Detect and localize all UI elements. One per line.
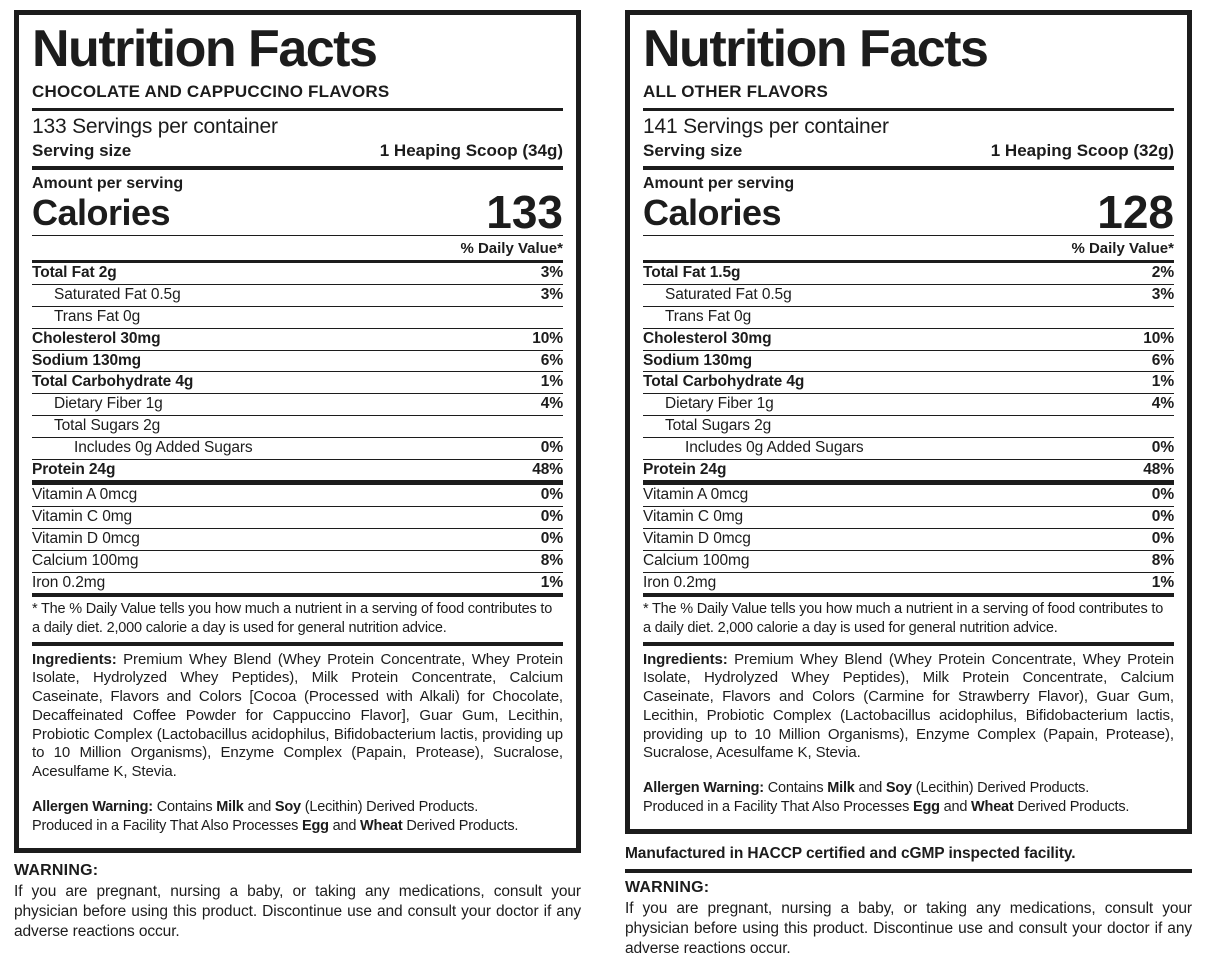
nutrition-facts-panel-left (14, 10, 581, 853)
emphasized-text: Milk (216, 798, 244, 815)
nutrient-percent: 6% (1151, 351, 1174, 369)
body-text: Premium Whey Blend (Whey Protein Concentrate, Whey Protein Isolate, Hydrolyzed Whey Peptides), Milk Protein Concentrate, Calcium Caseinate, Flavors and Colors [Cocoa (Processed with Alkali) for Chocolate, Decaffeinated Coffee Powder for Cappuccino Flavor], Guar Gum, Lecithin, Probiotic Complex (Lactobacillus acidophilus, Bifidobacterium lactis, providing up to 10 Million Organisms), Enzyme Complex (Papain, Protease), Sucralose, Acesulfame K, Stevia. (32, 650, 563, 781)
nutrient-row (643, 351, 1174, 373)
nutrient-name: Dietary Fiber 1g (665, 395, 774, 413)
nutrient-name: Saturated Fat 0.5g (54, 286, 181, 304)
nutrient-percent: 0% (1151, 530, 1174, 547)
nutrient-name: Includes 0g Added Sugars (685, 438, 864, 456)
nutrient-percent: 3% (540, 286, 563, 304)
nutrient-percent: 48% (1143, 460, 1174, 478)
body-text: Premium Whey Blend (Whey Protein Concentrate, Whey Protein Isolate, Hydrolyzed Whey Peptides), Milk Protein Concentrate, Calcium Caseinate, Flavors and Colors (Carmine for Strawberry Flavor), Guar Gum, Lecithin, Probiotic Complex (Lactobacillus acidophilus, Bifidobacterium lactis, providing up to 10 Million Organisms), Enzyme Complex (Papain, Protease), Sucralose, Acesulfame K, Stevia. (643, 650, 1174, 762)
below-panel-right (625, 843, 1192, 959)
calories-label: Calories (643, 192, 782, 234)
body-text: and (939, 799, 972, 816)
emphasized-text: Wheat (971, 799, 1014, 816)
nutrient-row (643, 573, 1174, 594)
nutrient-row (32, 529, 563, 551)
allergen-warning (32, 798, 563, 836)
nutrient-percent: 6% (540, 351, 563, 369)
nutrient-name: Includes 0g Added Sugars (74, 438, 253, 456)
nutrient-row (643, 394, 1174, 416)
nutrient-percent: 0% (540, 508, 563, 526)
nutrient-table (32, 263, 563, 480)
nutrient-row (643, 329, 1174, 351)
nutrient-name: Cholesterol 30mg (643, 329, 772, 347)
nutrient-row (32, 394, 563, 416)
nutrient-name: Cholesterol 30mg (32, 329, 161, 347)
nutrient-name: Vitamin A 0mcg (643, 486, 749, 504)
nutrient-name: Vitamin D 0mcg (643, 530, 751, 547)
nutrient-percent: 8% (1151, 551, 1174, 569)
nutrient-row (32, 285, 563, 307)
nutrient-row (32, 307, 563, 329)
serving-size-value: 1 Heaping Scoop (34g) (379, 141, 563, 161)
amount-per-serving: Amount per serving (32, 175, 184, 193)
nutrient-percent: 48% (532, 460, 563, 478)
nutrient-name: Protein 24g (643, 460, 727, 478)
nutrient-percent: 4% (1151, 395, 1174, 413)
flavor-heading: ALL OTHER FLAVORS (643, 82, 1174, 111)
daily-value-footnote: * The % Daily Value tells you how much a nutrient in a serving of food contributes to a daily diet. 2,000 calorie a day is used for general nutrition advice. (643, 597, 1174, 645)
nutrient-name: Total Sugars 2g (54, 416, 161, 434)
nutrient-percent: 1% (540, 573, 563, 591)
nutrient-name: Total Fat 1.5g (643, 264, 741, 282)
emphasized-text: Allergen Warning: (643, 780, 764, 797)
nutrient-name: Sodium 130mg (643, 351, 753, 369)
nutrient-row (643, 507, 1174, 529)
calories-value: 133 (486, 186, 563, 239)
nutrient-row (32, 507, 563, 529)
nutrient-percent: 0% (540, 530, 563, 547)
nutrient-row (32, 460, 563, 481)
daily-value-footnote: * The % Daily Value tells you how much a nutrient in a serving of food contributes to a daily diet. 2,000 calorie a day is used for general nutrition advice. (32, 597, 563, 645)
nutrient-row (643, 438, 1174, 460)
nutrient-percent: 4% (540, 395, 563, 413)
body-text: (Lecithin) Derived Products. (911, 780, 1090, 797)
nutrient-name: Vitamin A 0mcg (32, 486, 138, 504)
nutrient-percent: 8% (540, 551, 563, 569)
nutrition-facts-title: Nutrition Facts (32, 20, 377, 78)
calories-value: 128 (1097, 186, 1174, 239)
nutrient-row (643, 529, 1174, 551)
nutrient-row (32, 551, 563, 573)
flavor-heading: CHOCOLATE AND CAPPUCCINO FLAVORS (32, 82, 563, 111)
nutrient-row (32, 351, 563, 373)
calories-row (32, 186, 563, 239)
nutrient-row (32, 329, 563, 351)
body-text: Produced in a Facility That Also Processes (643, 799, 913, 816)
daily-value-header: % Daily Value* (643, 236, 1174, 263)
nutrient-name: Vitamin D 0mcg (32, 530, 140, 547)
nutrient-row (643, 416, 1174, 438)
serving-size-label: Serving size (643, 141, 743, 161)
ingredients-text (643, 651, 1174, 764)
nutrient-percent: 0% (540, 438, 563, 456)
body-text: Derived Products. (1013, 799, 1130, 816)
nutrient-percent: 2% (1151, 264, 1174, 282)
nutrient-name: Total Carbohydrate 4g (643, 373, 805, 391)
body-text: and (854, 780, 886, 797)
nutrient-row (643, 485, 1174, 507)
nutrient-name: Calcium 100mg (643, 551, 750, 569)
servings-per-container: 133 Servings per container (32, 115, 278, 139)
nutrient-name: Total Carbohydrate 4g (32, 373, 194, 391)
nutrient-percent: 0% (1151, 486, 1174, 504)
nutrient-name: Sodium 130mg (32, 351, 142, 369)
serving-size-value: 1 Heaping Scoop (32g) (990, 141, 1174, 161)
nutrient-name: Vitamin C 0mg (643, 508, 744, 526)
serving-size-label: Serving size (32, 141, 132, 161)
emphasized-text: Soy (274, 798, 301, 815)
body-text: and (328, 817, 361, 834)
warning-heading: WARNING: (625, 878, 710, 896)
allergen-warning (643, 779, 1174, 817)
warning-text: If you are pregnant, nursing a baby, or taking any medications, consult your physician before using this product. Discontinue use and consult your doctor if any adverse reactions occur. (14, 882, 581, 940)
nutrient-percent: 10% (1143, 329, 1174, 347)
servings-per-container: 141 Servings per container (643, 115, 889, 139)
emphasized-text: Soy (885, 780, 912, 797)
manufactured-statement: Manufactured in HACCP certified and cGMP inspected facility. (625, 843, 1192, 873)
nutrition-facts-title: Nutrition Facts (643, 20, 988, 78)
nutrient-name: Trans Fat 0g (54, 307, 141, 325)
serving-size-row (32, 141, 563, 170)
nutrient-percent: 0% (1151, 438, 1174, 456)
nutrient-row (32, 573, 563, 594)
nutrient-percent: 10% (532, 329, 563, 347)
emphasized-text: Egg (302, 817, 329, 834)
nutrient-row (32, 438, 563, 460)
nutrient-table (643, 263, 1174, 480)
emphasized-text: Wheat (360, 817, 403, 834)
body-text: Contains (152, 798, 217, 815)
body-text: Contains (763, 780, 828, 797)
nutrient-name: Trans Fat 0g (665, 307, 752, 325)
body-text: (Lecithin) Derived Products. (300, 798, 479, 815)
nutrient-row (643, 460, 1174, 481)
nutrient-row (32, 485, 563, 507)
nutrient-name: Calcium 100mg (32, 551, 139, 569)
label-column-chocolate-cappuccino (14, 10, 581, 959)
emphasized-text: Ingredients: (643, 650, 728, 668)
nutrient-row (32, 263, 563, 285)
amount-per-serving: Amount per serving (643, 175, 795, 193)
nutrient-name: Vitamin C 0mg (32, 508, 133, 526)
serving-size-row (643, 141, 1174, 170)
vitamin-table (643, 485, 1174, 593)
nutrient-name: Total Sugars 2g (665, 416, 772, 434)
nutrient-name: Iron 0.2mg (643, 573, 717, 591)
nutrient-percent: 1% (540, 373, 563, 391)
emphasized-text: Egg (913, 799, 940, 816)
nutrient-row (643, 285, 1174, 307)
vitamin-table (32, 485, 563, 593)
body-text: Derived Products. (402, 817, 519, 834)
body-text: and (243, 798, 275, 815)
daily-value-header: % Daily Value* (32, 236, 563, 263)
nutrient-row (643, 551, 1174, 573)
emphasized-text: Allergen Warning: (32, 798, 153, 815)
nutrient-name: Total Fat 2g (32, 264, 117, 282)
nutrient-percent: 0% (540, 486, 563, 504)
warning-heading: WARNING: (14, 861, 99, 879)
nutrient-name: Dietary Fiber 1g (54, 395, 163, 413)
nutrient-percent: 3% (540, 264, 563, 282)
emphasized-text: Milk (827, 780, 855, 797)
nutrient-percent: 1% (1151, 573, 1174, 591)
nutrient-percent: 3% (1151, 286, 1174, 304)
calories-row (643, 186, 1174, 239)
ingredients-text (32, 651, 563, 782)
nutrition-facts-panel-right (625, 10, 1192, 834)
nutrient-name: Iron 0.2mg (32, 573, 106, 591)
nutrient-row (643, 307, 1174, 329)
calories-label: Calories (32, 192, 171, 234)
nutrient-row (643, 263, 1174, 285)
nutrient-percent: 0% (1151, 508, 1174, 526)
emphasized-text: Ingredients: (32, 650, 117, 668)
warning-text: If you are pregnant, nursing a baby, or taking any medications, consult your physician before using this product. Discontinue use and consult your doctor if any adverse reactions occur. (625, 899, 1192, 958)
nutrient-row (643, 372, 1174, 394)
body-text: Produced in a Facility That Also Processes (32, 817, 302, 834)
nutrient-row (32, 372, 563, 394)
nutrient-name: Protein 24g (32, 460, 116, 478)
label-column-all-other-flavors (625, 10, 1192, 959)
nutrient-percent: 1% (1151, 373, 1174, 391)
nutrient-row (32, 416, 563, 438)
nutrient-name: Saturated Fat 0.5g (665, 286, 792, 304)
